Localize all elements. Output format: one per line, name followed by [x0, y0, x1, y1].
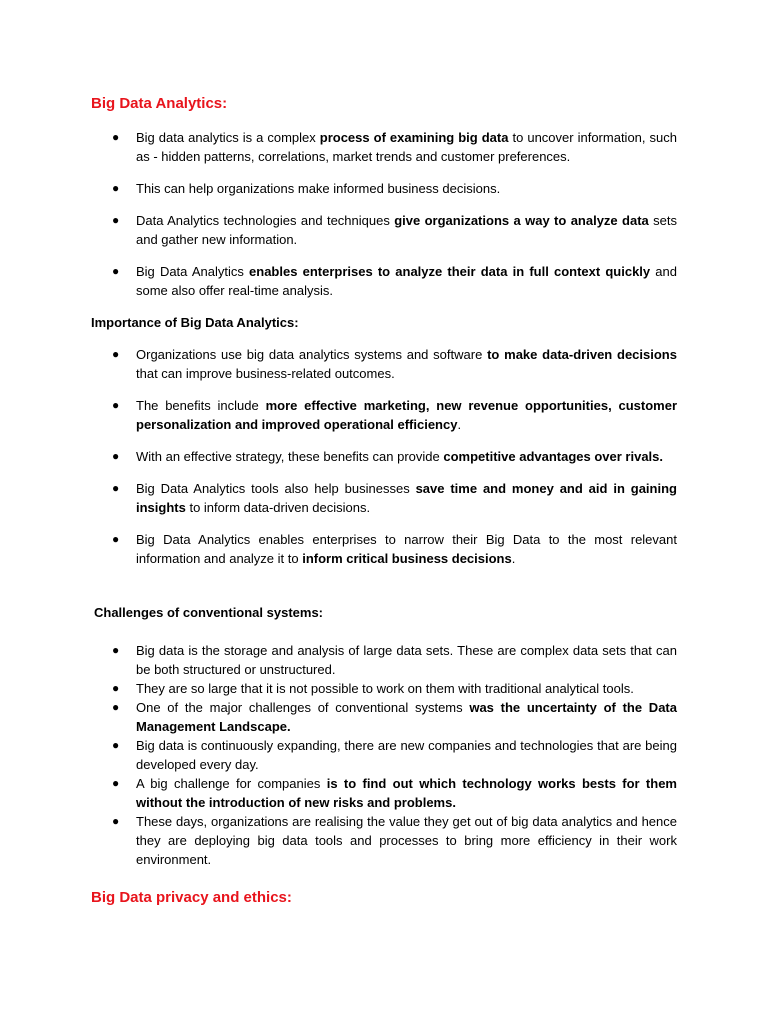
bullet-icon: ● — [112, 700, 120, 714]
list-item — [110, 447, 677, 466]
body-text: . — [457, 417, 462, 432]
bold-text: was the uncertainty of the Data Management Landscape. — [136, 700, 677, 734]
section-heading-challenges: Challenges of conventional systems: — [94, 605, 324, 620]
list-item — [110, 479, 677, 517]
body-text: This can help organizations make informed business decisions. — [136, 181, 501, 196]
big-data-analytics-list — [110, 128, 677, 313]
list-item — [110, 812, 677, 869]
list-item — [110, 641, 677, 679]
list-item — [110, 530, 677, 568]
bold-text: process of examining big data — [319, 130, 509, 145]
body-text: They are so large that it is not possible to work on them with traditional analytical tools. — [136, 681, 634, 696]
list-item — [110, 679, 677, 698]
body-text: and some also offer real-time analysis. — [136, 264, 678, 298]
bullet-icon: ● — [112, 814, 120, 828]
bold-text: give organizations a way to analyze data — [394, 213, 649, 228]
body-text: . — [511, 551, 516, 566]
bullet-icon: ● — [112, 776, 120, 790]
section-heading-importance: Importance of Big Data Analytics: — [91, 315, 299, 330]
bullet-icon: ● — [112, 213, 120, 227]
bullet-icon: ● — [112, 449, 120, 463]
body-text: Big data is continuously expanding, there are new companies and technologies that are being developed every day. — [136, 738, 677, 772]
body-text: One of the major challenges of conventional systems — [136, 700, 470, 715]
body-text: that can improve business-related outcomes. — [136, 366, 395, 381]
bullet-icon: ● — [112, 347, 120, 361]
body-text: to uncover information, such as - hidden patterns, correlations, market trends and customer preferences. — [136, 130, 677, 164]
body-text: to inform data-driven decisions. — [185, 500, 371, 515]
list-item — [110, 396, 677, 434]
bullet-icon: ● — [112, 398, 120, 412]
body-text: With an effective strategy, these benefits can provide — [136, 449, 444, 464]
list-item — [110, 211, 677, 249]
bold-text: is to find out which technology works bests for them without the introduction of new risks and problems. — [136, 776, 677, 810]
bullet-icon: ● — [112, 181, 120, 195]
body-text: These days, organizations are realising the value they get out of big data analytics and hence they are deploying big data tools and processes to bring more efficiency in their work environment. — [136, 814, 677, 867]
bullet-icon: ● — [112, 738, 120, 752]
body-text: Big data is the storage and analysis of large data sets. These are complex data sets that can be both structured or unstructured. — [136, 643, 677, 677]
section-heading-big-data-analytics: Big Data Analytics: — [91, 95, 228, 112]
list-item — [110, 345, 677, 383]
body-text: sets and gather new information. — [136, 213, 677, 247]
bold-text: inform critical business decisions — [302, 551, 512, 566]
list-item — [110, 179, 677, 198]
bold-text: more effective marketing, new revenue opportunities, customer personalization and improved operational efficiency — [136, 398, 678, 432]
body-text: Big Data Analytics — [136, 264, 250, 279]
list-item — [110, 774, 677, 812]
challenges-list — [110, 641, 677, 869]
bold-text: enables enterprises to analyze their data in full context quickly — [249, 264, 651, 279]
list-item — [110, 698, 677, 736]
bullet-icon: ● — [112, 264, 120, 278]
body-text: Big Data Analytics enables enterprises to narrow their Big Data to the most relevant information and analyze it to — [136, 532, 677, 566]
bullet-icon: ● — [112, 643, 120, 657]
body-text: Big Data Analytics tools also help businesses — [136, 481, 416, 496]
list-item — [110, 262, 677, 300]
bold-text: save time and money and aid in gaining insights — [136, 481, 677, 515]
body-text: A big challenge for companies — [136, 776, 327, 791]
bullet-icon: ● — [112, 532, 120, 546]
bullet-icon: ● — [112, 681, 120, 695]
body-text: The benefits include — [136, 398, 266, 413]
body-text: Big data analytics is a complex — [136, 130, 320, 145]
list-item — [110, 736, 677, 774]
bold-text: competitive advantages over rivals. — [443, 449, 664, 464]
importance-list — [110, 345, 677, 581]
bullet-icon: ● — [112, 130, 120, 144]
body-text: Organizations use big data analytics systems and software — [136, 347, 488, 362]
section-heading-privacy-ethics: Big Data privacy and ethics: — [91, 889, 292, 906]
bold-text: to make data-driven decisions — [487, 347, 677, 362]
bullet-icon: ● — [112, 481, 120, 495]
body-text: Data Analytics technologies and techniques — [136, 213, 395, 228]
list-item — [110, 128, 677, 166]
